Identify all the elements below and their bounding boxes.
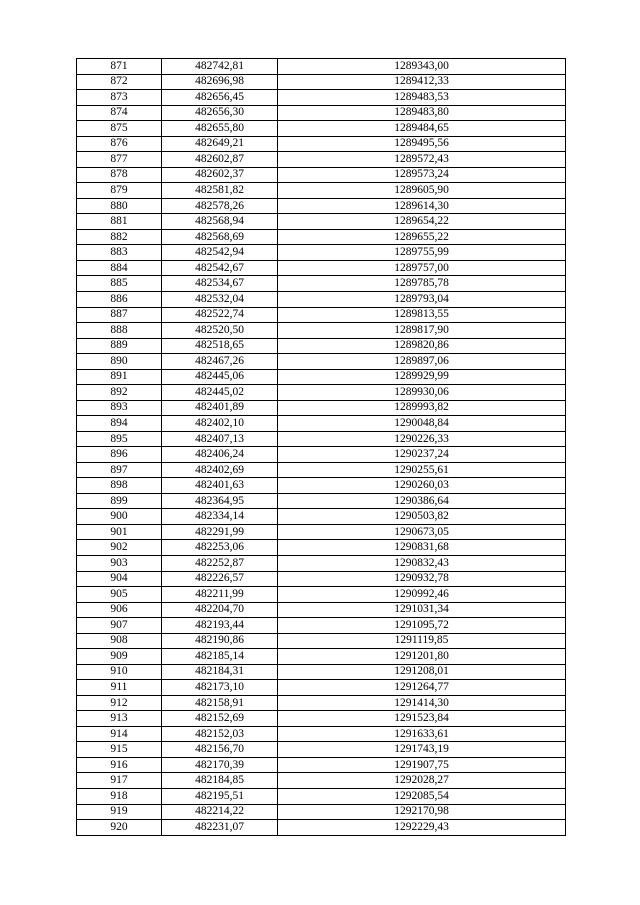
y-coordinate-cell: 1290255,61	[278, 462, 566, 478]
point-number-cell: 914	[77, 726, 162, 742]
table-row	[77, 198, 566, 214]
table-row	[77, 354, 566, 370]
x-coordinate-cell: 482407,13	[162, 431, 278, 447]
table-row	[77, 524, 566, 540]
point-number-cell: 918	[77, 788, 162, 804]
point-number-cell: 904	[77, 571, 162, 587]
table-row	[77, 633, 566, 649]
table-row	[77, 493, 566, 509]
x-coordinate-cell: 482406,24	[162, 447, 278, 463]
point-number-cell: 913	[77, 711, 162, 727]
y-coordinate-cell: 1291201,80	[278, 649, 566, 665]
y-coordinate-cell: 1289343,00	[278, 59, 566, 75]
point-number-cell: 888	[77, 323, 162, 339]
x-coordinate-cell: 482195,51	[162, 788, 278, 804]
point-number-cell: 894	[77, 416, 162, 432]
point-number-cell: 915	[77, 742, 162, 758]
x-coordinate-cell: 482204,70	[162, 602, 278, 618]
y-coordinate-cell: 1289655,22	[278, 229, 566, 245]
table-row	[77, 695, 566, 711]
point-number-cell: 916	[77, 757, 162, 773]
point-number-cell: 895	[77, 431, 162, 447]
table-row	[77, 711, 566, 727]
table-row	[77, 416, 566, 432]
y-coordinate-cell: 1291414,30	[278, 695, 566, 711]
y-coordinate-cell: 1289573,24	[278, 167, 566, 183]
y-coordinate-cell: 1290237,24	[278, 447, 566, 463]
point-number-cell: 886	[77, 291, 162, 307]
point-number-cell: 881	[77, 214, 162, 230]
point-number-cell: 878	[77, 167, 162, 183]
point-number-cell: 897	[77, 462, 162, 478]
table-row	[77, 323, 566, 339]
x-coordinate-cell: 482578,26	[162, 198, 278, 214]
x-coordinate-cell: 482518,65	[162, 338, 278, 354]
x-coordinate-cell: 482156,70	[162, 742, 278, 758]
table-row	[77, 214, 566, 230]
x-coordinate-cell: 482170,39	[162, 757, 278, 773]
y-coordinate-cell: 1290832,43	[278, 556, 566, 572]
x-coordinate-cell: 482656,30	[162, 105, 278, 121]
x-coordinate-cell: 482581,82	[162, 183, 278, 199]
y-coordinate-cell: 1289654,22	[278, 214, 566, 230]
y-coordinate-cell: 1290226,33	[278, 431, 566, 447]
coordinates-table-body	[77, 59, 566, 836]
y-coordinate-cell: 1291095,72	[278, 618, 566, 634]
y-coordinate-cell: 1289757,00	[278, 260, 566, 276]
x-coordinate-cell: 482542,67	[162, 260, 278, 276]
x-coordinate-cell: 482522,74	[162, 307, 278, 323]
y-coordinate-cell: 1291523,84	[278, 711, 566, 727]
table-row	[77, 338, 566, 354]
table-row	[77, 773, 566, 789]
point-number-cell: 873	[77, 90, 162, 106]
x-coordinate-cell: 482253,06	[162, 540, 278, 556]
x-coordinate-cell: 482742,81	[162, 59, 278, 75]
x-coordinate-cell: 482532,04	[162, 291, 278, 307]
y-coordinate-cell: 1292229,43	[278, 820, 566, 836]
table-row	[77, 105, 566, 121]
x-coordinate-cell: 482568,94	[162, 214, 278, 230]
x-coordinate-cell: 482184,31	[162, 664, 278, 680]
point-number-cell: 899	[77, 493, 162, 509]
point-number-cell: 877	[77, 152, 162, 168]
table-row	[77, 556, 566, 572]
table-row	[77, 90, 566, 106]
point-number-cell: 907	[77, 618, 162, 634]
x-coordinate-cell: 482402,69	[162, 462, 278, 478]
point-number-cell: 900	[77, 509, 162, 525]
y-coordinate-cell: 1291208,01	[278, 664, 566, 680]
y-coordinate-cell: 1289755,99	[278, 245, 566, 261]
y-coordinate-cell: 1289897,06	[278, 354, 566, 370]
table-row	[77, 680, 566, 696]
table-row	[77, 260, 566, 276]
table-row	[77, 757, 566, 773]
table-row	[77, 649, 566, 665]
point-number-cell: 883	[77, 245, 162, 261]
x-coordinate-cell: 482467,26	[162, 354, 278, 370]
x-coordinate-cell: 482364,95	[162, 493, 278, 509]
x-coordinate-cell: 482649,21	[162, 136, 278, 152]
table-row	[77, 369, 566, 385]
y-coordinate-cell: 1290386,64	[278, 493, 566, 509]
x-coordinate-cell: 482214,22	[162, 804, 278, 820]
point-number-cell: 874	[77, 105, 162, 121]
x-coordinate-cell: 482185,14	[162, 649, 278, 665]
table-row	[77, 276, 566, 292]
point-number-cell: 917	[77, 773, 162, 789]
y-coordinate-cell: 1291031,34	[278, 602, 566, 618]
table-row	[77, 726, 566, 742]
table-row	[77, 742, 566, 758]
y-coordinate-cell: 1289930,06	[278, 385, 566, 401]
y-coordinate-cell: 1289785,78	[278, 276, 566, 292]
y-coordinate-cell: 1290048,84	[278, 416, 566, 432]
x-coordinate-cell: 482226,57	[162, 571, 278, 587]
table-row	[77, 788, 566, 804]
point-number-cell: 919	[77, 804, 162, 820]
point-number-cell: 872	[77, 74, 162, 90]
x-coordinate-cell: 482158,91	[162, 695, 278, 711]
table-row	[77, 167, 566, 183]
point-number-cell: 893	[77, 400, 162, 416]
y-coordinate-cell: 1289820,86	[278, 338, 566, 354]
y-coordinate-cell: 1289817,90	[278, 323, 566, 339]
point-number-cell: 910	[77, 664, 162, 680]
table-row	[77, 59, 566, 75]
x-coordinate-cell: 482231,07	[162, 820, 278, 836]
y-coordinate-cell: 1290673,05	[278, 524, 566, 540]
x-coordinate-cell: 482602,87	[162, 152, 278, 168]
point-number-cell: 905	[77, 587, 162, 603]
x-coordinate-cell: 482334,14	[162, 509, 278, 525]
table-row	[77, 229, 566, 245]
y-coordinate-cell: 1289495,56	[278, 136, 566, 152]
table-row	[77, 820, 566, 836]
x-coordinate-cell: 482656,45	[162, 90, 278, 106]
point-number-cell: 876	[77, 136, 162, 152]
x-coordinate-cell: 482542,94	[162, 245, 278, 261]
table-row	[77, 152, 566, 168]
y-coordinate-cell: 1291633,61	[278, 726, 566, 742]
y-coordinate-cell: 1289483,53	[278, 90, 566, 106]
x-coordinate-cell: 482291,99	[162, 524, 278, 540]
y-coordinate-cell: 1289412,33	[278, 74, 566, 90]
table-row	[77, 509, 566, 525]
point-number-cell: 880	[77, 198, 162, 214]
table-row	[77, 804, 566, 820]
y-coordinate-cell: 1292085,54	[278, 788, 566, 804]
y-coordinate-cell: 1289572,43	[278, 152, 566, 168]
y-coordinate-cell: 1289484,65	[278, 121, 566, 137]
point-number-cell: 887	[77, 307, 162, 323]
y-coordinate-cell: 1290932,78	[278, 571, 566, 587]
point-number-cell: 871	[77, 59, 162, 75]
point-number-cell: 884	[77, 260, 162, 276]
point-number-cell: 906	[77, 602, 162, 618]
y-coordinate-cell: 1289993,82	[278, 400, 566, 416]
y-coordinate-cell: 1291119,85	[278, 633, 566, 649]
y-coordinate-cell: 1291743,19	[278, 742, 566, 758]
x-coordinate-cell: 482401,89	[162, 400, 278, 416]
table-row	[77, 618, 566, 634]
y-coordinate-cell: 1289793,04	[278, 291, 566, 307]
y-coordinate-cell: 1289483,80	[278, 105, 566, 121]
x-coordinate-cell: 482655,80	[162, 121, 278, 137]
table-row	[77, 245, 566, 261]
coordinates-table	[76, 58, 566, 836]
y-coordinate-cell: 1291907,75	[278, 757, 566, 773]
table-row	[77, 183, 566, 199]
point-number-cell: 920	[77, 820, 162, 836]
x-coordinate-cell: 482602,37	[162, 167, 278, 183]
table-row	[77, 571, 566, 587]
table-row	[77, 447, 566, 463]
y-coordinate-cell: 1289605,90	[278, 183, 566, 199]
table-row	[77, 478, 566, 494]
y-coordinate-cell: 1292028,27	[278, 773, 566, 789]
point-number-cell: 891	[77, 369, 162, 385]
point-number-cell: 875	[77, 121, 162, 137]
point-number-cell: 890	[77, 354, 162, 370]
y-coordinate-cell: 1289929,99	[278, 369, 566, 385]
table-row	[77, 121, 566, 137]
x-coordinate-cell: 482445,06	[162, 369, 278, 385]
table-row	[77, 74, 566, 90]
point-number-cell: 882	[77, 229, 162, 245]
y-coordinate-cell: 1290992,46	[278, 587, 566, 603]
x-coordinate-cell: 482193,44	[162, 618, 278, 634]
x-coordinate-cell: 482152,69	[162, 711, 278, 727]
point-number-cell: 901	[77, 524, 162, 540]
point-number-cell: 909	[77, 649, 162, 665]
point-number-cell: 896	[77, 447, 162, 463]
table-row	[77, 291, 566, 307]
point-number-cell: 892	[77, 385, 162, 401]
point-number-cell: 879	[77, 183, 162, 199]
point-number-cell: 912	[77, 695, 162, 711]
point-number-cell: 885	[77, 276, 162, 292]
table-row	[77, 307, 566, 323]
x-coordinate-cell: 482401,63	[162, 478, 278, 494]
x-coordinate-cell: 482445,02	[162, 385, 278, 401]
point-number-cell: 889	[77, 338, 162, 354]
point-number-cell: 902	[77, 540, 162, 556]
table-row	[77, 664, 566, 680]
x-coordinate-cell: 482190,86	[162, 633, 278, 649]
point-number-cell: 903	[77, 556, 162, 572]
x-coordinate-cell: 482568,69	[162, 229, 278, 245]
table-row	[77, 400, 566, 416]
table-row	[77, 431, 566, 447]
table-row	[77, 540, 566, 556]
table-row	[77, 385, 566, 401]
y-coordinate-cell: 1290503,82	[278, 509, 566, 525]
x-coordinate-cell: 482211,99	[162, 587, 278, 603]
point-number-cell: 911	[77, 680, 162, 696]
point-number-cell: 908	[77, 633, 162, 649]
table-row	[77, 602, 566, 618]
x-coordinate-cell: 482520,50	[162, 323, 278, 339]
y-coordinate-cell: 1289813,55	[278, 307, 566, 323]
x-coordinate-cell: 482534,67	[162, 276, 278, 292]
x-coordinate-cell: 482402,10	[162, 416, 278, 432]
y-coordinate-cell: 1290260,03	[278, 478, 566, 494]
table-row	[77, 587, 566, 603]
y-coordinate-cell: 1290831,68	[278, 540, 566, 556]
x-coordinate-cell: 482152,03	[162, 726, 278, 742]
table-row	[77, 462, 566, 478]
y-coordinate-cell: 1289614,30	[278, 198, 566, 214]
x-coordinate-cell: 482184,85	[162, 773, 278, 789]
x-coordinate-cell: 482696,98	[162, 74, 278, 90]
x-coordinate-cell: 482173,10	[162, 680, 278, 696]
y-coordinate-cell: 1291264,77	[278, 680, 566, 696]
point-number-cell: 898	[77, 478, 162, 494]
table-row	[77, 136, 566, 152]
x-coordinate-cell: 482252,87	[162, 556, 278, 572]
y-coordinate-cell: 1292170,98	[278, 804, 566, 820]
